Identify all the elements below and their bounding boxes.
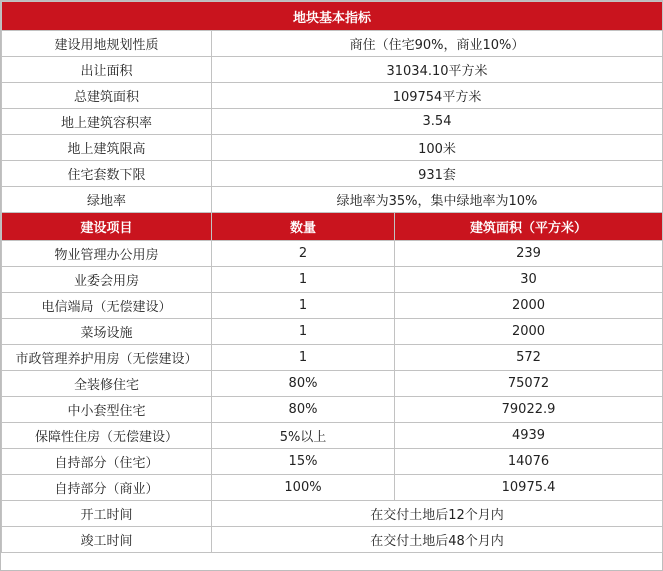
project-quantity: 1 (212, 293, 395, 319)
project-area: 30 (395, 267, 663, 293)
table-body (2, 2, 663, 553)
project-name: 市政管理养护用房（无偿建设） (2, 345, 212, 371)
column-header-quantity: 数量 (212, 213, 395, 241)
basic-value: 931套 (212, 161, 663, 187)
schedule-row (2, 501, 663, 527)
schedule-label: 竣工时间 (2, 527, 212, 553)
project-area: 4939 (395, 423, 663, 449)
project-name: 中小套型住宅 (2, 397, 212, 423)
project-row (2, 423, 663, 449)
schedule-value: 在交付土地后48个月内 (212, 527, 663, 553)
basic-label: 地上建筑容积率 (2, 109, 212, 135)
basic-value: 31034.10平方米 (212, 57, 663, 83)
schedule-label: 开工时间 (2, 501, 212, 527)
basic-value: 3.54 (212, 109, 663, 135)
project-area: 79022.9 (395, 397, 663, 423)
project-quantity: 15% (212, 449, 395, 475)
basic-label: 地上建筑限高 (2, 135, 212, 161)
project-name: 电信端局（无偿建设） (2, 293, 212, 319)
project-row (2, 371, 663, 397)
project-row (2, 449, 663, 475)
basic-value: 绿地率为35%，集中绿地率为10% (212, 187, 663, 213)
project-area: 572 (395, 345, 663, 371)
project-name: 菜场设施 (2, 319, 212, 345)
project-row (2, 319, 663, 345)
project-area: 10975.4 (395, 475, 663, 501)
project-name: 自持部分（住宅） (2, 449, 212, 475)
basic-value: 100米 (212, 135, 663, 161)
basic-label: 建设用地规划性质 (2, 31, 212, 57)
project-area: 75072 (395, 371, 663, 397)
project-area: 2000 (395, 319, 663, 345)
project-row (2, 267, 663, 293)
basic-row (2, 135, 663, 161)
project-area: 14076 (395, 449, 663, 475)
project-name: 保障性住房（无偿建设） (2, 423, 212, 449)
project-header-row (2, 213, 663, 241)
project-quantity: 80% (212, 371, 395, 397)
project-row (2, 397, 663, 423)
project-name: 全装修住宅 (2, 371, 212, 397)
project-row (2, 475, 663, 501)
basic-label: 总建筑面积 (2, 83, 212, 109)
project-quantity: 80% (212, 397, 395, 423)
basic-label: 出让面积 (2, 57, 212, 83)
basic-label: 绿地率 (2, 187, 212, 213)
table-title: 地块基本指标 (2, 2, 663, 31)
basic-row (2, 57, 663, 83)
schedule-value: 在交付土地后12个月内 (212, 501, 663, 527)
project-quantity: 2 (212, 241, 395, 267)
project-name: 业委会用房 (2, 267, 212, 293)
land-indicator-table (1, 1, 663, 553)
project-area: 2000 (395, 293, 663, 319)
schedule-row (2, 527, 663, 553)
basic-row (2, 187, 663, 213)
basic-row (2, 161, 663, 187)
table-title-row (2, 2, 663, 31)
project-row (2, 345, 663, 371)
project-quantity: 1 (212, 319, 395, 345)
project-name: 物业管理办公用房 (2, 241, 212, 267)
basic-value: 商住（住宅90%，商业10%） (212, 31, 663, 57)
project-row (2, 293, 663, 319)
project-quantity: 1 (212, 267, 395, 293)
project-area: 239 (395, 241, 663, 267)
project-quantity: 100% (212, 475, 395, 501)
basic-row (2, 109, 663, 135)
basic-value: 109754平方米 (212, 83, 663, 109)
basic-row (2, 31, 663, 57)
project-row (2, 241, 663, 267)
basic-label: 住宅套数下限 (2, 161, 212, 187)
project-name: 自持部分（商业） (2, 475, 212, 501)
basic-row (2, 83, 663, 109)
project-quantity: 1 (212, 345, 395, 371)
column-header-project: 建设项目 (2, 213, 212, 241)
project-quantity: 5%以上 (212, 423, 395, 449)
column-header-area: 建筑面积（平方米） (395, 213, 663, 241)
